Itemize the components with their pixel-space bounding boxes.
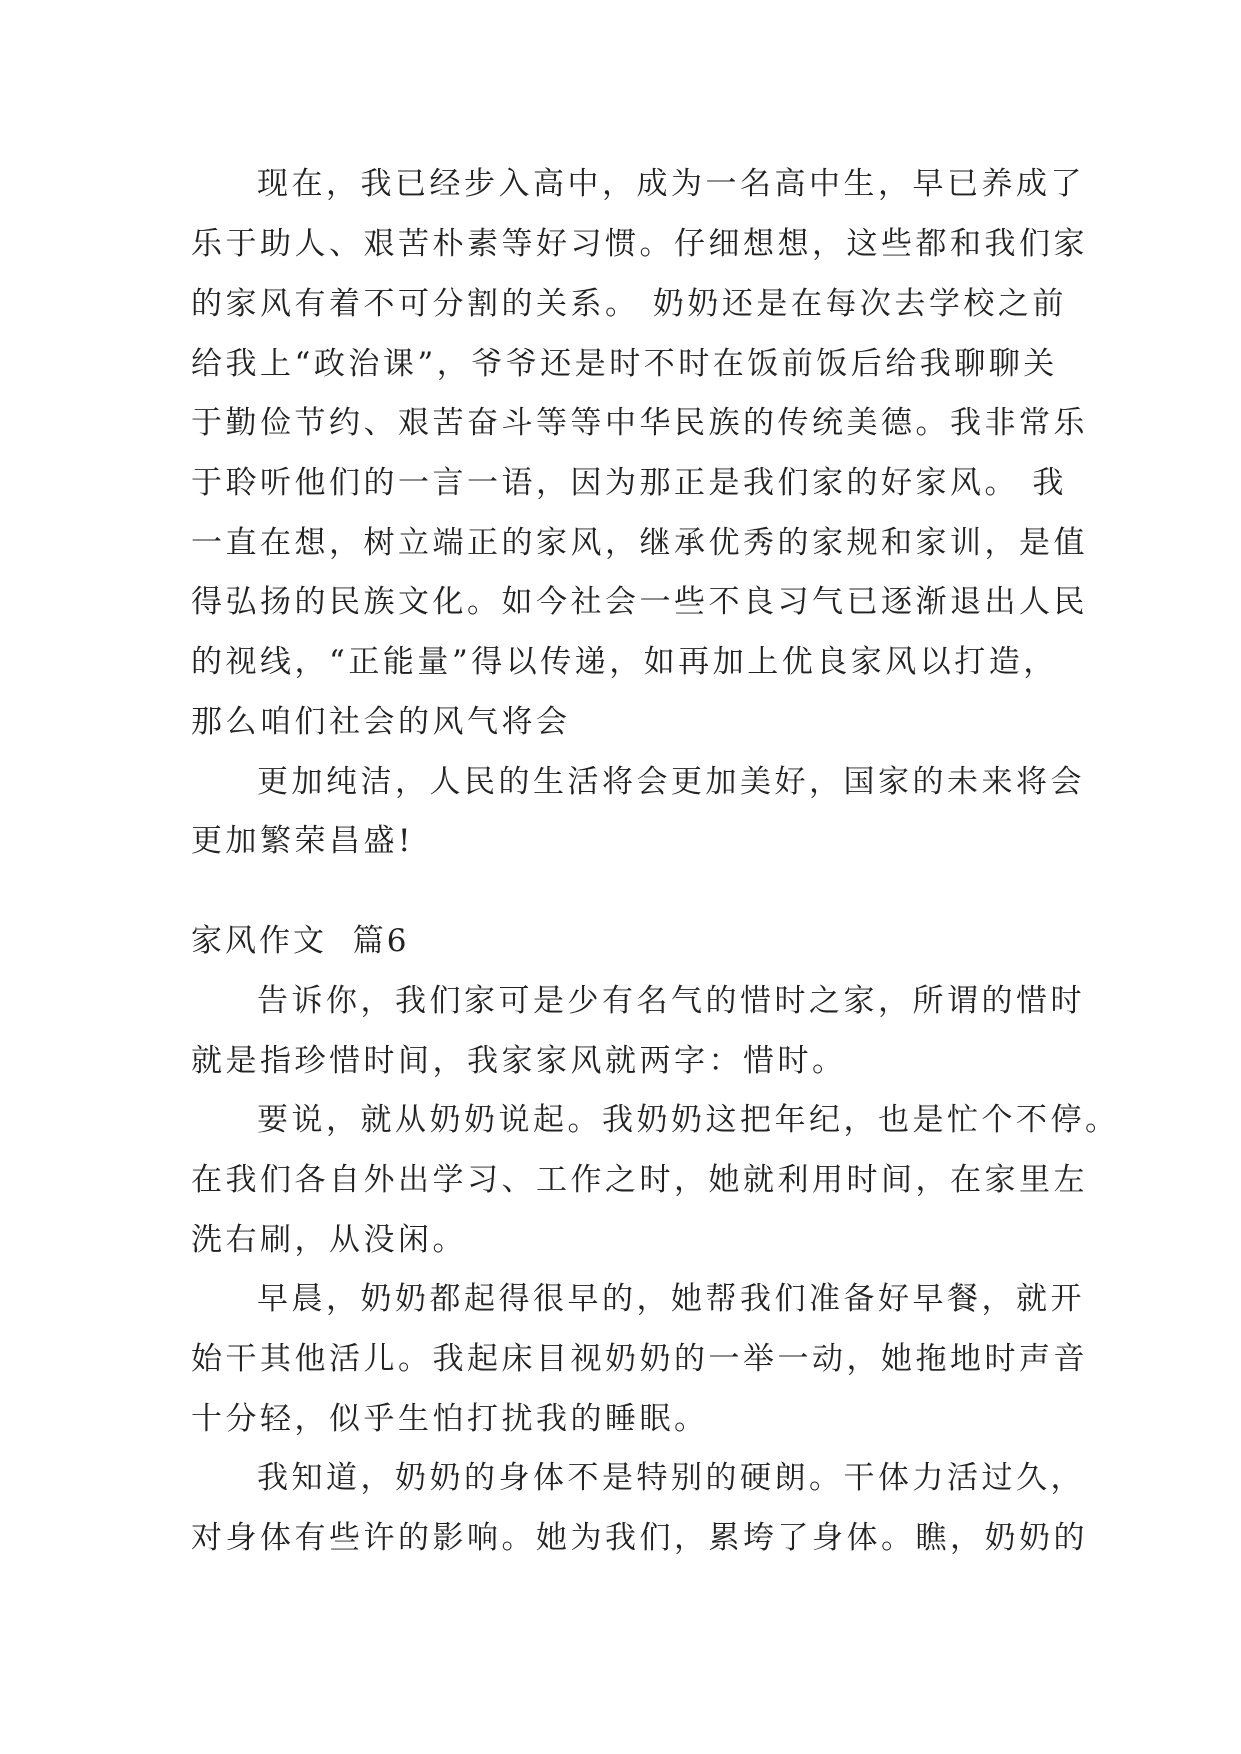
section-heading: 家风作文 篇6	[191, 923, 410, 959]
paragraph-3-line-1: 告诉你，我们家可是少有名气的惜时之家，所谓的惜时	[257, 983, 1085, 1019]
paragraph-1-line-7: 一直在想，树立端正的家风，继承优秀的家规和家训，是值	[191, 525, 1088, 561]
paragraph-4-line-3: 洗右刷，从没闲。	[191, 1222, 467, 1258]
paragraph-1-line-9: 的视线，“正能量”得以传递，如再加上优良家风以打造，	[191, 644, 1058, 680]
paragraph-1-line-10: 那么咱们社会的风气将会	[191, 704, 571, 740]
paragraph-3-line-2: 就是指珍惜时间，我家家风就两字：惜时。	[191, 1043, 847, 1079]
paragraph-1-line-4: 给我上“政治课”，爷爷还是时不时在饭前饭后给我聊聊关	[191, 346, 1058, 382]
paragraph-1-line-3: 的家风有着不可分割的关系。 奶奶还是在每次去学校之前	[191, 286, 1067, 322]
paragraph-2-line-2: 更加繁荣昌盛!	[191, 823, 414, 859]
paragraph-2-line-1: 更加纯洁，人民的生活将会更加美好，国家的未来将会	[257, 764, 1085, 800]
paragraph-1-line-8: 得弘扬的民族文化。如今社会一些不良习气已逐渐退出人民	[191, 584, 1088, 620]
paragraph-6-line-2: 对身体有些许的影响。她为我们，累垮了身体。瞧，奶奶的	[191, 1520, 1088, 1556]
paragraph-6-line-1: 我知道，奶奶的身体不是特别的硬朗。干体力活过久，	[257, 1460, 1085, 1496]
paragraph-5-line-3: 十分轻，似乎生怕打扰我的睡眠。	[191, 1401, 709, 1437]
paragraph-4-line-2: 在我们各自外出学习、工作之时，她就利用时间，在家里左	[191, 1162, 1088, 1198]
paragraph-1-line-6: 于聆听他们的一言一语，因为那正是我们家的好家风。 我	[191, 465, 1067, 501]
paragraph-1-line-5: 于勤俭节约、艰苦奋斗等等中华民族的传统美德。我非常乐	[191, 405, 1088, 441]
paragraph-4-line-1: 要说，就从奶奶说起。我奶奶这把年纪，也是忙个不停。	[257, 1102, 1120, 1138]
paragraph-1-line-1: 现在，我已经步入高中，成为一名高中生，早已养成了	[257, 166, 1085, 202]
paragraph-5-line-1: 早晨，奶奶都起得很早的，她帮我们准备好早餐，就开	[257, 1281, 1085, 1317]
paragraph-5-line-2: 始干其他活儿。我起床目视奶奶的一举一动，她拖地时声音	[191, 1341, 1088, 1377]
paragraph-1-line-2: 乐于助人、艰苦朴素等好习惯。仔细想想，这些都和我们家	[191, 226, 1088, 262]
